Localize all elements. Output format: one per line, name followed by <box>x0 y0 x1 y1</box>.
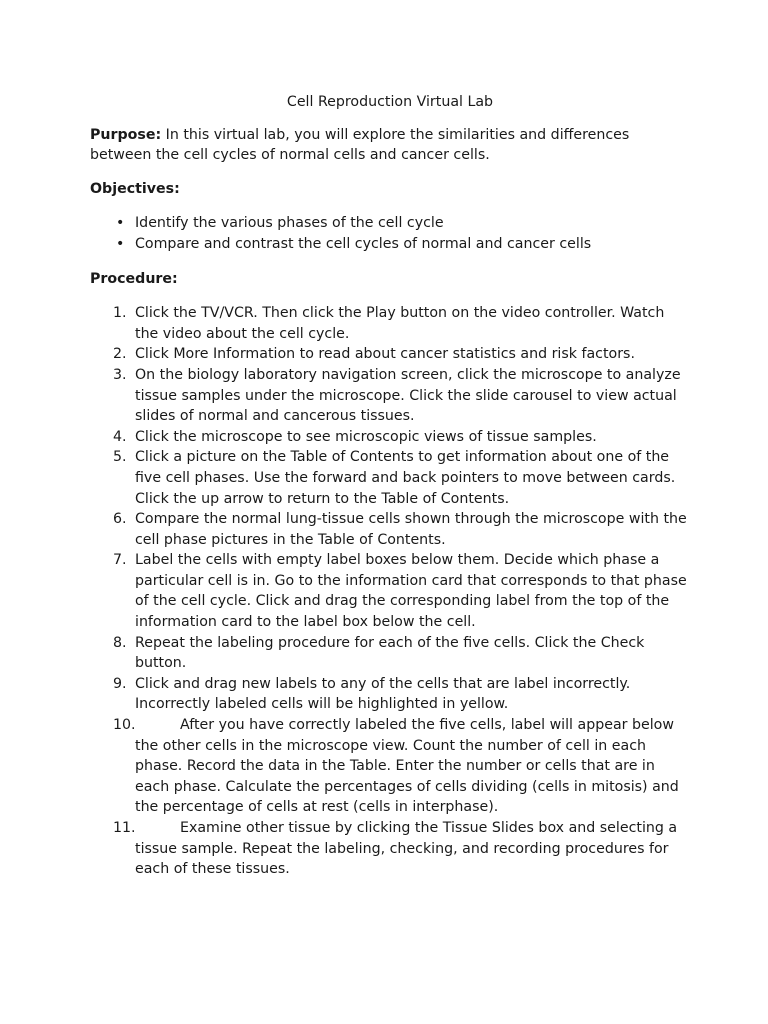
step-text: Label the cells with empty label boxes below them. Decide which phase a particular cell is in. Go to the information card that corresponds to that phase of the cell cycle. Click and drag the corresponding label from the top of the information card to the label box below the cell. <box>135 552 687 631</box>
procedure-step <box>90 509 690 550</box>
document-title: Cell Reproduction Virtual Lab <box>286 94 494 110</box>
step-text: Repeat the labeling procedure for each of the five cells. Click the Check button. <box>135 634 645 672</box>
bullet-icon: • <box>116 215 125 232</box>
procedure-step <box>90 344 690 365</box>
procedure-step <box>90 447 690 509</box>
procedure-step <box>90 303 690 344</box>
step-text: Compare the normal lung-tissue cells shown through the microscope with the cell phase pictures in the Table of Contents. <box>135 511 687 548</box>
procedure-step <box>90 715 690 818</box>
objectives-heading: Objectives: <box>90 180 180 197</box>
step-number: 1. <box>113 305 127 322</box>
step-number: 5. <box>113 449 127 466</box>
step-number: 3. <box>113 366 127 383</box>
step-number: 9. <box>113 675 127 692</box>
step-text: Click a picture on the Table of Contents to get information about one of the five cell phases. Use the forward and back pointers to move between cards. Click the up arrow to return to the Table of Contents. <box>135 449 676 507</box>
objective-text: Identify the various phases of the cell cycle <box>135 215 444 232</box>
purpose-paragraph <box>90 125 690 166</box>
step-text: Click and drag new labels to any of the cells that are label incorrectly. Incorrectly labeled cells will be highlighted in yellow. <box>135 675 631 713</box>
procedure-step <box>90 427 690 448</box>
procedure-heading: Procedure: <box>90 270 178 287</box>
procedure-step <box>90 633 690 674</box>
step-text: Click the microscope to see microscopic views of tissue samples. <box>135 428 597 445</box>
step-text: Click More Information to read about cancer statistics and risk factors. <box>135 346 635 363</box>
step-text: Examine other tissue by clicking the Tissue Slides box and selecting a tissue sample. Repeat the labeling, checking, and recording procedures for each of these tissues. <box>135 820 678 878</box>
step-number: 11. <box>113 820 136 836</box>
objective-text: Compare and contrast the cell cycles of normal and cancer cells <box>135 235 592 252</box>
step-text: Click the TV/VCR. Then click the Play button on the video controller. Watch the video about the cell cycle. <box>135 305 665 342</box>
bullet-icon: • <box>116 235 125 252</box>
procedure-step <box>90 674 690 715</box>
objective-item <box>90 234 690 255</box>
purpose-label: Purpose: <box>90 126 162 143</box>
step-number: 6. <box>113 511 127 528</box>
objectives-list <box>90 213 690 254</box>
step-number: 7. <box>113 552 127 569</box>
step-text: On the biology laboratory navigation screen, click the microscope to analyze tissue samples under the microscope. Click the slide carousel to view actual slides of normal and cancerous tissues. <box>135 366 681 425</box>
purpose-text: In this virtual lab, you will explore the similarities and differences between the cell cycles of normal cells and cancer cells. <box>90 126 630 164</box>
procedure-step <box>90 818 690 880</box>
procedure-step <box>90 550 690 632</box>
procedure-step <box>90 365 690 427</box>
step-text: After you have correctly labeled the five cells, label will appear below the other cells in the microscope view. Count the number of cell in each phase. Record the data in the Table. Enter the number or cells that are in each phase. Calculate the percentages of cells dividing (cells in mitosis) and the percentage of cells at rest (cells in interphase). <box>135 717 679 816</box>
document-page <box>90 92 690 880</box>
step-number: 8. <box>113 634 127 651</box>
step-number: 2. <box>113 346 127 363</box>
procedure-list <box>90 303 690 880</box>
step-number: 4. <box>113 428 127 445</box>
objective-item <box>90 213 690 234</box>
step-number: 10. <box>113 717 136 734</box>
